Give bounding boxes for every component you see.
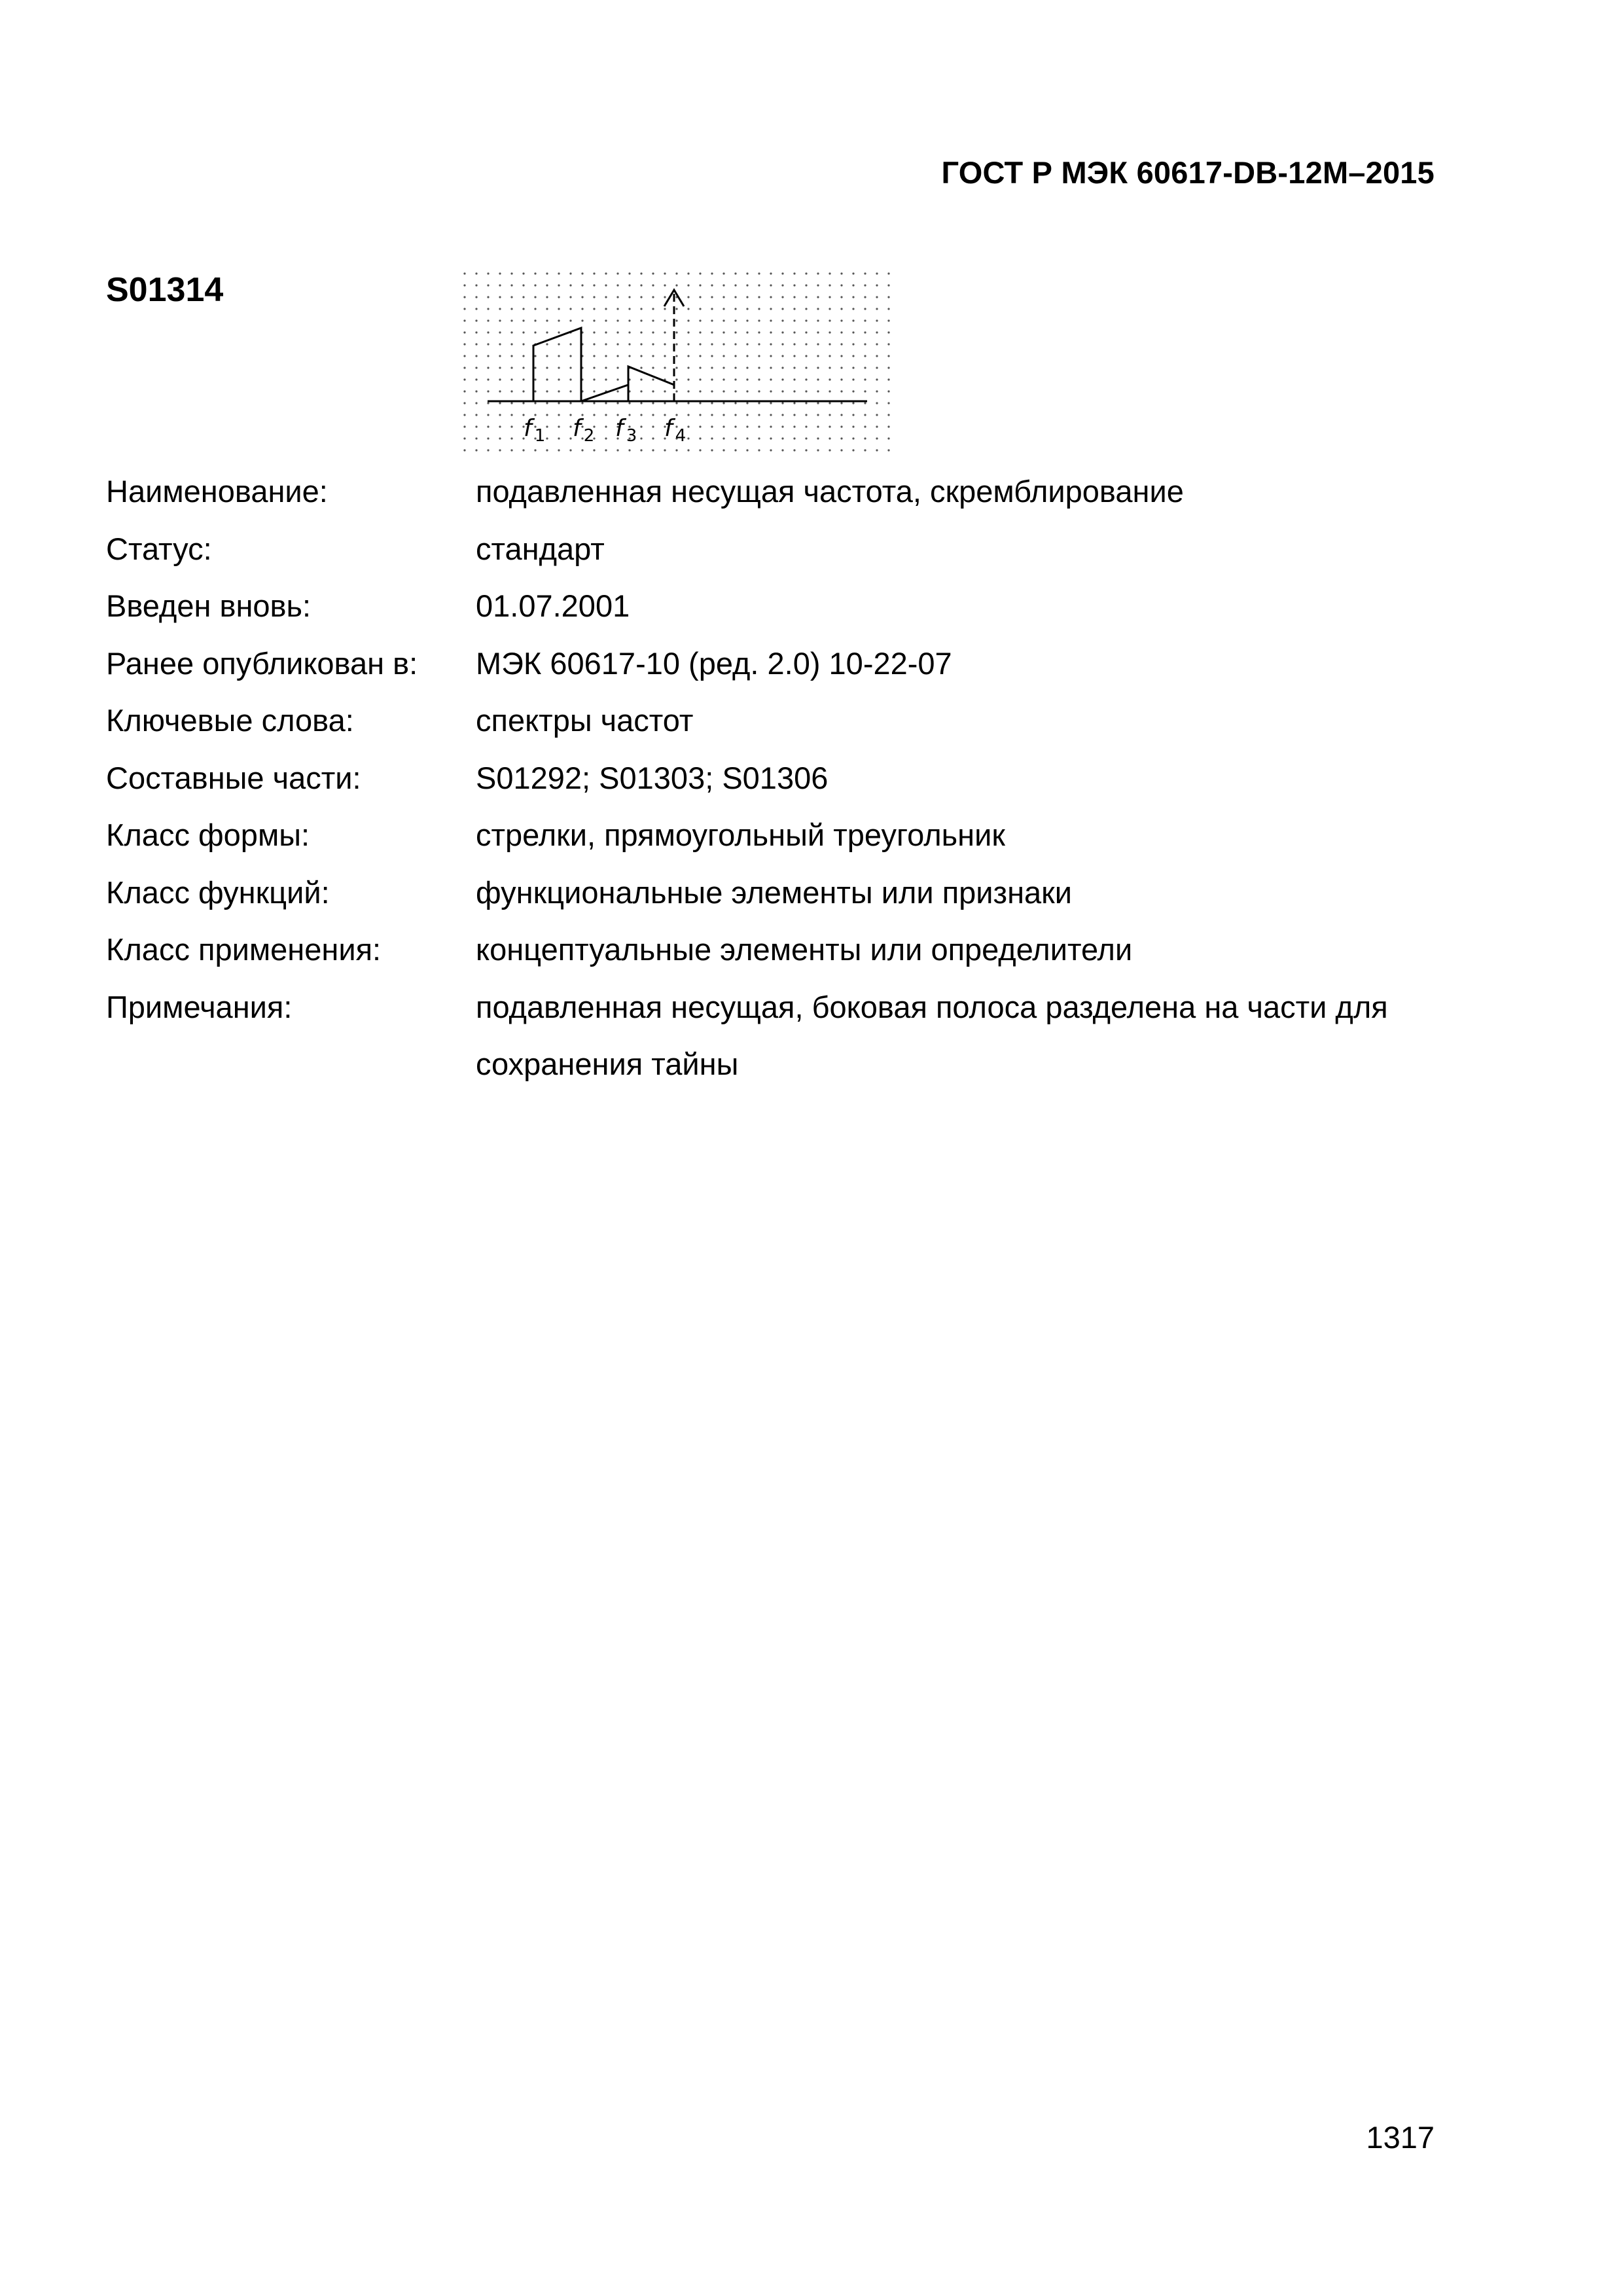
property-value: S01292; S01303; S01306	[476, 760, 829, 795]
property-value: МЭК 60617-10 (ред. 2.0) 10-22-07	[476, 645, 952, 681]
property-row-function-class	[106, 864, 1480, 922]
property-value: подавленная несущая, боковая полоса разделена на части для сохранения тайны	[476, 989, 1388, 1081]
label-f2: f $_2$	[573, 415, 595, 446]
label-f1: f $_1$	[524, 415, 546, 446]
property-row-keywords	[106, 692, 1480, 749]
property-row-components	[106, 749, 1480, 807]
label-f4: f $_4$	[664, 415, 687, 446]
sideband-f1-f2	[533, 328, 581, 401]
property-label: Класс применения:	[106, 932, 382, 967]
property-label: Примечания:	[106, 989, 293, 1024]
property-row-application-class	[106, 921, 1480, 978]
sideband-f2-f3	[581, 385, 628, 401]
property-row-name	[106, 463, 1480, 520]
label-f3: f $_3$	[615, 415, 637, 446]
property-label: Введен вновь:	[106, 588, 312, 623]
property-label: Составные части:	[106, 760, 361, 795]
property-value: стандарт	[476, 531, 605, 566]
property-row-shape-class	[106, 806, 1480, 864]
property-value: спектры частот	[476, 703, 694, 738]
property-label: Класс функций:	[106, 874, 330, 910]
frequency-labels	[524, 415, 686, 446]
sideband-f3-f4	[628, 367, 674, 385]
property-row-published-in	[106, 635, 1480, 692]
property-label: Статус:	[106, 531, 212, 566]
property-value: функциональные элементы или признаки	[476, 874, 1072, 910]
property-value: 01.07.2001	[476, 588, 630, 623]
property-label: Ранее опубликован в:	[106, 645, 418, 681]
property-row-status	[106, 520, 1480, 578]
property-value: подавленная несущая частота, скремблирование	[476, 474, 1184, 509]
symbol-graphic	[458, 267, 897, 463]
document-header: ГОСТ Р МЭК 60617-DB-12M–2015	[941, 155, 1435, 190]
property-table	[106, 463, 1480, 1093]
symbol-id: S01314	[106, 271, 224, 309]
property-row-introduced	[106, 577, 1480, 635]
page-number: 1317	[1366, 2120, 1435, 2155]
property-row-notes	[106, 978, 1480, 1093]
property-value: стрелки, прямоугольный треугольник	[476, 817, 1005, 852]
property-label: Ключевые слова:	[106, 703, 354, 738]
spectrum-drawing	[488, 290, 867, 401]
property-label: Класс формы:	[106, 817, 310, 852]
property-label: Наименование:	[106, 474, 328, 509]
property-value: концептуальные элементы или определители	[476, 932, 1133, 967]
